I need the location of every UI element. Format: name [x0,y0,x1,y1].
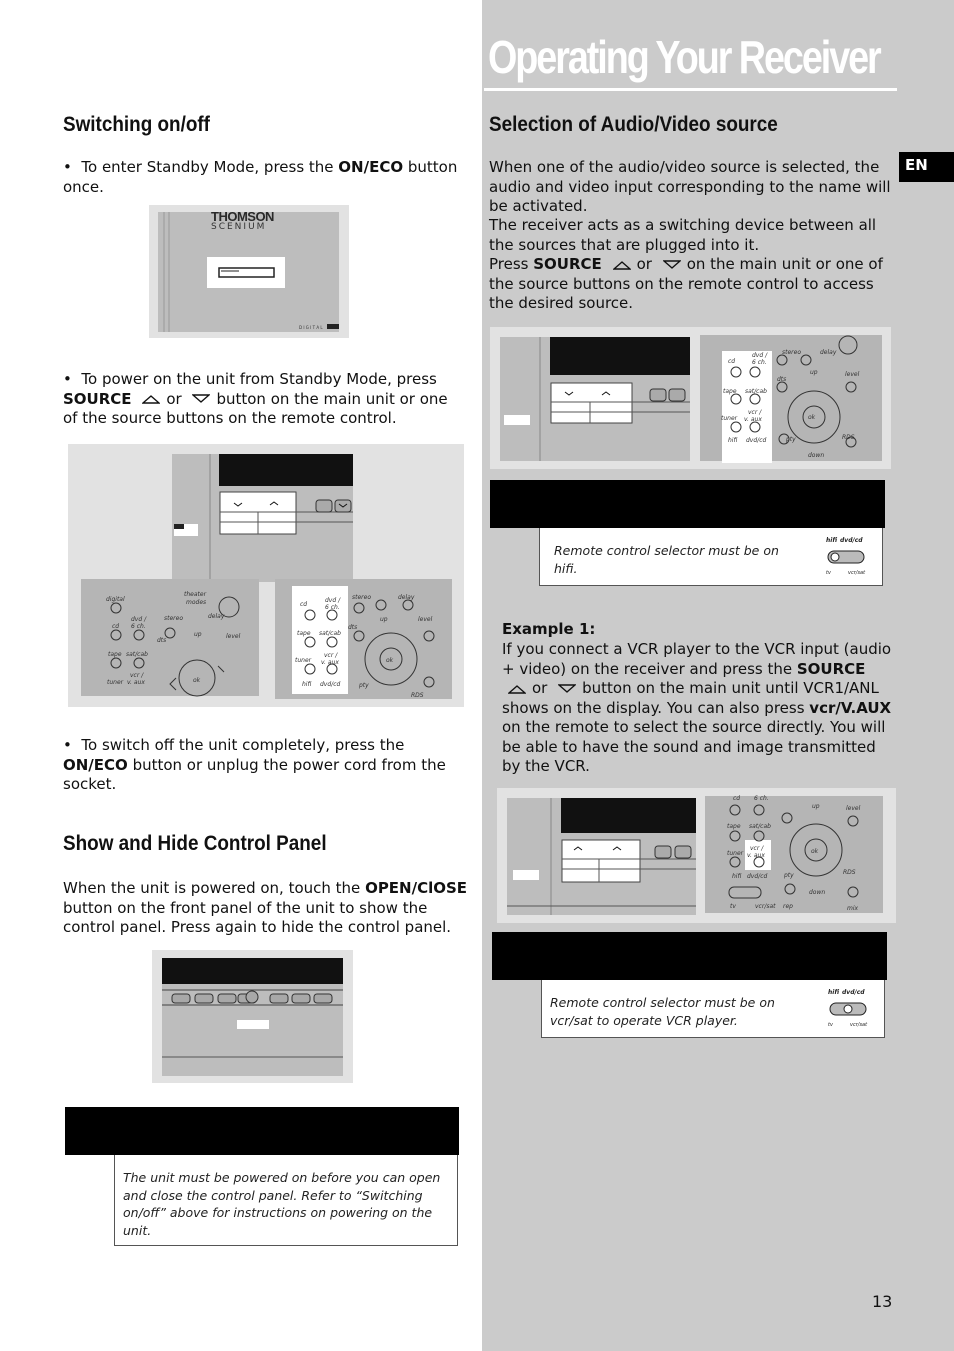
svg-text:tv: tv [828,1022,833,1028]
svg-text:dts: dts [777,376,787,383]
svg-text:tuner: tuner [107,679,124,686]
selector-switch-icon-2 [826,986,886,1030]
svg-text:up: up [810,369,818,376]
svg-text:ok: ok [811,848,819,855]
svg-text:vcr /: vcr / [324,652,338,659]
svg-text:tape: tape [727,823,741,830]
svg-text:delay: delay [820,349,837,356]
showhide-heading: Show and Hide Control Panel [63,832,327,855]
svg-text:pty: pty [784,872,794,879]
svg-text:ok: ok [193,677,201,684]
svg-text:sat/cab: sat/cab [319,630,341,637]
svg-text:dvd/cd: dvd/cd [747,873,768,880]
note-bar-left [65,1107,459,1155]
svg-text:tape: tape [297,630,311,637]
source-down-icon-3 [558,684,576,694]
example-paragraph: If you connect a VCR player to the VCR input (audio + video) on the receiver and press the SOURCE or button on the main unit until VCR1/ANL shows on the display. You can also press vcr/V.AUX on the remote to select the source directly. You will be able to have the sound and image transmitted by the VCR. [502,640,892,775]
svg-text:vcr /: vcr / [748,409,762,416]
svg-text:v. aux: v. aux [321,659,339,666]
svg-text:v. aux: v. aux [127,679,145,686]
rc1-digital: digital [106,596,125,603]
source-up-icon-2 [613,260,631,270]
selection-p2: The receiver acts as a switching device between all the sources that are plugged into it. [489,216,877,254]
figure-control-panel [152,950,353,1083]
selection-p3: Press SOURCE or on the main unit or one of the source buttons on the remote control to access the desired source. [489,255,883,312]
svg-text:6 ch.: 6 ch. [325,604,340,611]
svg-text:level: level [418,616,433,623]
svg-text:vcr/sat: vcr/sat [850,1022,868,1028]
title-rule [484,88,897,91]
svg-text:dvd /: dvd / [325,597,341,604]
svg-text:stereo: stereo [352,594,371,601]
svg-text:down: down [808,452,825,459]
svg-text:vcr/sat: vcr/sat [755,903,776,910]
figure-standby-panel [149,205,349,338]
figure-source-select [490,327,891,469]
note-box-left: The unit must be powered on before you can open and close the control panel. Refer to “Switching on/off” above for instructions on powering on the unit. [114,1155,458,1246]
bullet-switch-off: • To switch off the unit completely, press the ON/ECO button or unplug the power cord from the socket. [63,736,446,793]
svg-text:hifi: hifi [728,437,738,444]
svg-text:hifi: hifi [828,989,840,996]
svg-text:v. aux: v. aux [747,852,765,859]
note-bar-right-2 [492,932,887,980]
page-title: Operating Your Receiver [488,31,880,83]
svg-text:pty: pty [359,682,369,689]
svg-text:pty: pty [786,436,796,443]
svg-text:sat/cab: sat/cab [749,823,771,830]
svg-text:stereo: stereo [782,349,801,356]
svg-text:dvd /: dvd / [131,616,147,623]
note-bar-right-1 [490,480,885,528]
brand-logo: THOMSON [211,209,274,224]
selection-heading: Selection of Audio/Video source [489,113,778,136]
bullet-standby: • To enter Standby Mode, press the ON/ECO button once. [63,158,458,196]
svg-text:level: level [845,371,860,378]
svg-text:hifi: hifi [826,537,838,544]
svg-text:up: up [380,616,388,623]
source-down-icon [192,394,210,404]
svg-text:6 ch.: 6 ch. [754,795,769,802]
svg-text:mix: mix [847,905,859,912]
svg-text:hifi: hifi [732,873,742,880]
switching-heading: Switching on/off [63,113,210,136]
source-up-icon [142,394,160,404]
svg-text:cd: cd [733,795,741,802]
svg-text:dvd /: dvd / [752,352,768,359]
selection-p1: When one of the audio/video source is selected, the audio and video input corresponding to the name will be activated. [489,158,891,215]
svg-text:vcr/sat: vcr/sat [848,570,866,576]
svg-text:sat/cab: sat/cab [745,388,767,395]
svg-text:theater: theater [184,591,207,598]
svg-text:cd: cd [728,358,736,365]
svg-text:tv: tv [730,903,736,910]
svg-text:vcr /: vcr / [130,672,144,679]
svg-text:tuner: tuner [727,850,744,857]
brand-sub: SCENIUM [211,222,267,232]
svg-text:tape: tape [723,388,737,395]
note-box-right-1 [539,528,883,586]
svg-text:sat/cab: sat/cab [126,651,148,658]
svg-text:delay: delay [398,594,415,601]
svg-text:hifi: hifi [302,681,312,688]
svg-text:cd: cd [300,601,308,608]
svg-text:RDS: RDS [843,869,856,876]
svg-text:dvd/cd: dvd/cd [746,437,767,444]
svg-text:cd: cd [112,623,120,630]
svg-text:up: up [812,803,820,810]
svg-text:tuner: tuner [295,657,312,664]
note-text-right-2: Remote control selector must be on vcr/sat to operate VCR player. [550,995,775,1028]
svg-text:RDS: RDS [842,434,855,441]
svg-text:vcr /: vcr / [750,845,764,852]
bullet-power-on: • To power on the unit from Standby Mode, press SOURCE or button on the main unit or one of the source buttons on the remote control. [63,370,448,427]
svg-text:6 ch.: 6 ch. [752,359,767,366]
source-down-icon-2 [663,260,681,270]
svg-text:level: level [846,805,861,812]
svg-text:dvd/cd: dvd/cd [840,537,863,544]
language-tab[interactable]: EN [899,152,954,182]
source-up-icon-3 [508,684,526,694]
svg-text:D I G I T A L: D I G I T A L [299,325,323,330]
svg-text:tape: tape [108,651,122,658]
svg-text:delay: delay [208,613,225,620]
svg-text:modes: modes [186,599,207,606]
showhide-paragraph: When the unit is powered on, touch the OPEN/ClOSE button on the front panel of the unit to show the control panel. Press again to hide the control panel. [63,879,468,936]
svg-text:ok: ok [808,414,816,421]
svg-text:ok: ok [386,657,394,664]
selector-switch-icon [824,534,884,578]
svg-text:stereo: stereo [164,615,183,622]
svg-text:dvd/cd: dvd/cd [320,681,341,688]
svg-text:6 ch.: 6 ch. [131,623,146,630]
example-heading: Example 1: [502,620,596,638]
figure-power-on [68,444,464,707]
svg-text:down: down [809,889,826,896]
svg-text:v. aux: v. aux [744,416,762,423]
note-text-right-1: Remote control selector must be on hifi. [554,543,779,576]
svg-text:dts: dts [157,637,167,644]
svg-text:up: up [194,631,202,638]
page-number: 13 [872,1292,893,1311]
svg-text:dts: dts [348,624,358,631]
svg-text:dvd/cd: dvd/cd [842,989,865,996]
svg-text:tv: tv [826,570,831,576]
figure-vcr-example [497,788,896,923]
svg-text:level: level [226,633,241,640]
svg-text:rep: rep [783,903,793,910]
note-box-right-2 [541,980,885,1038]
svg-text:RDS: RDS [411,692,424,699]
svg-text:tuner: tuner [721,415,738,422]
